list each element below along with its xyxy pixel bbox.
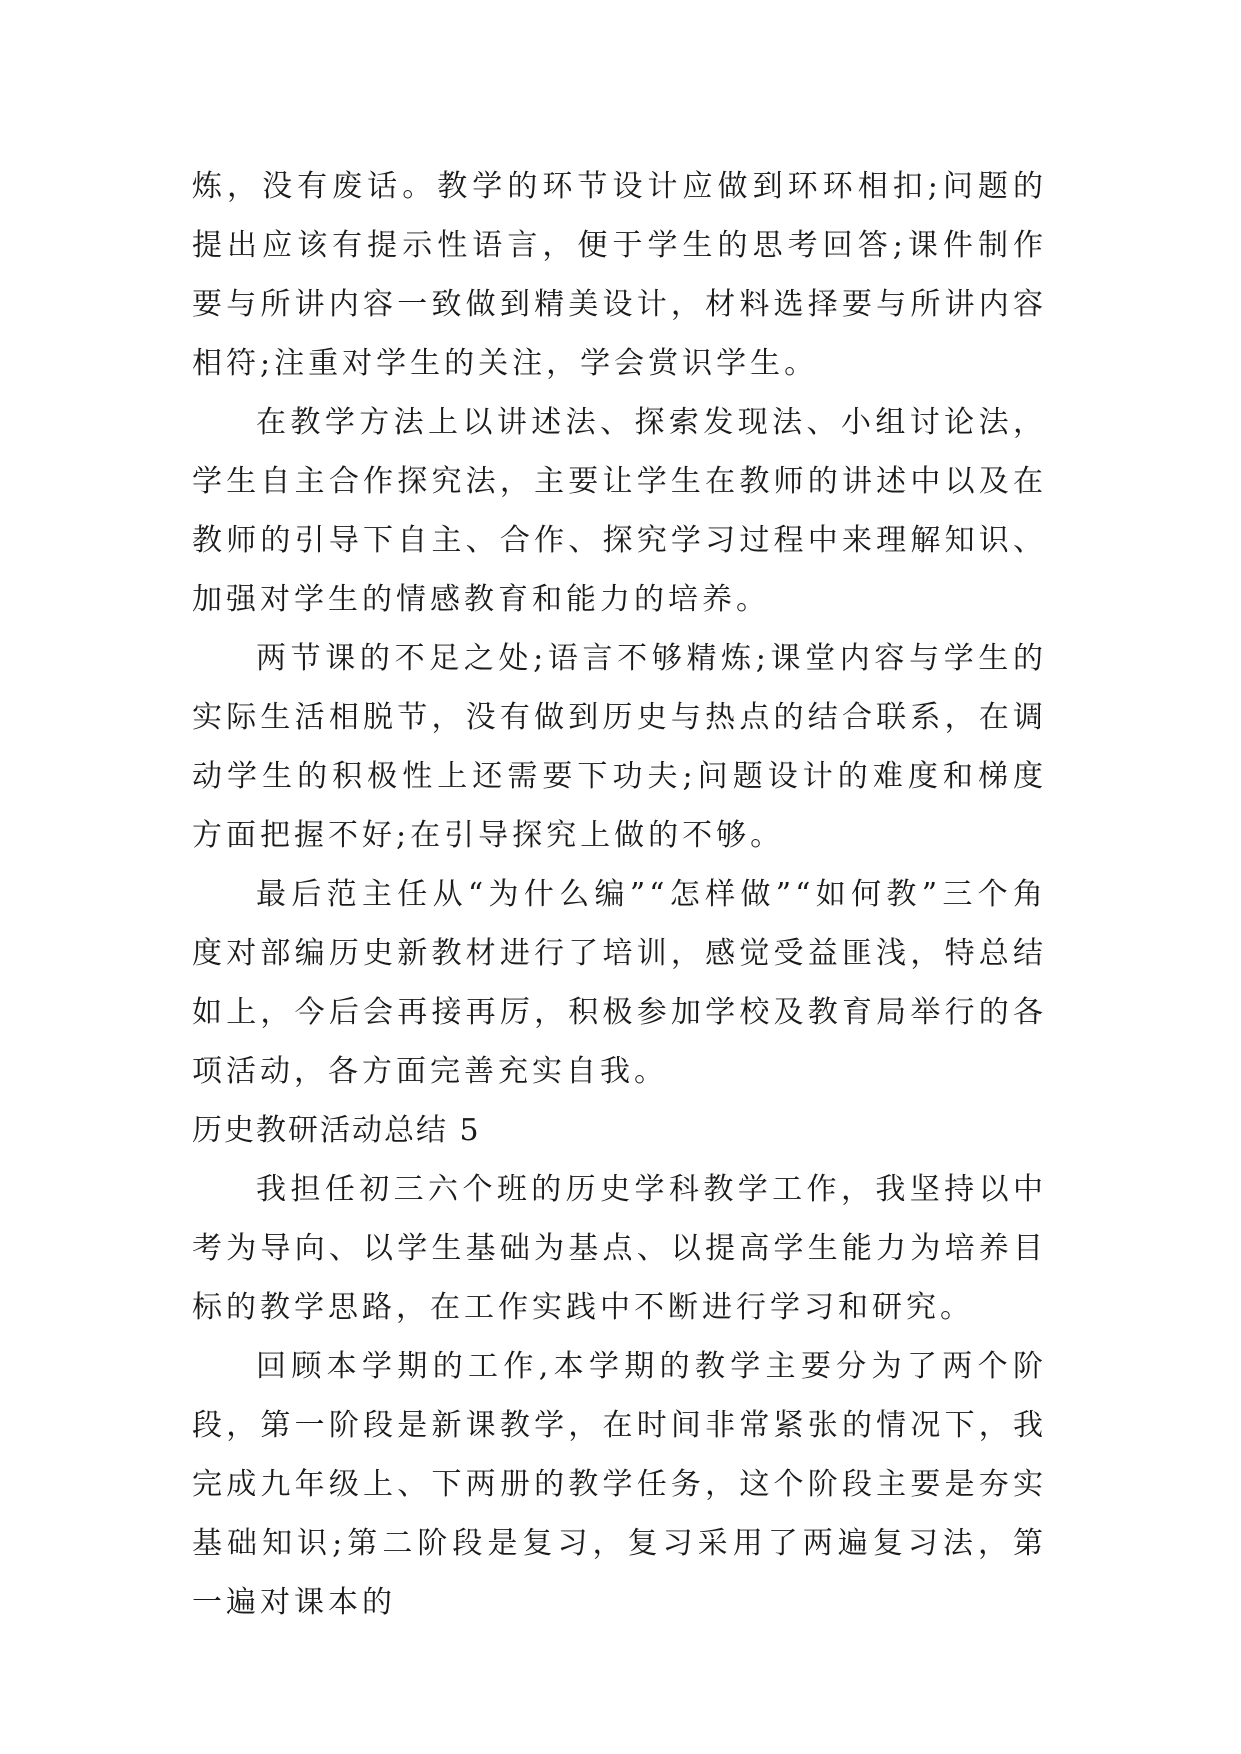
section-heading: 历史教研活动总结 5 [192,1113,481,1148]
paragraph-1: 炼，没有废话。教学的环节设计应做到环环相扣;问题的提出应该有提示性语言，便于学生的思考回答;课件制作要与所讲内容一致做到精美设计，材料选择要与所讲内容相符;注重对学生的关注，学会赏识学生。 [192,169,1047,381]
paragraph-3: 两节课的不足之处;语言不够精炼;课堂内容与学生的实际生活相脱节，没有做到历史与热点的结合联系，在调动学生的积极性上还需要下功夫;问题设计的难度和梯度方面把握不好;在引导探究上做的不够。 [192,641,1047,853]
paragraph-5: 我担任初三六个班的历史学科教学工作，我坚持以中考为导向、以学生基础为基点、以提高学生能力为培养目标的教学思路，在工作实践中不断进行学习和研究。 [192,1172,1047,1325]
paragraph-2: 在教学方法上以讲述法、探索发现法、小组讨论法，学生自主合作探究法，主要让学生在教师的讲述中以及在教师的引导下自主、合作、探究学习过程中来理解知识、加强对学生的情感教育和能力的培养。 [192,405,1047,617]
paragraph-4: 最后范主任从“为什么编”“怎样做”“如何教”三个角度对部编历史新教材进行了培训，感觉受益匪浅，特总结如上，今后会再接再厉，积极参加学校及教育局举行的各项活动，各方面完善充实自我。 [192,877,1047,1089]
paragraph-6: 回顾本学期的工作,本学期的教学主要分为了两个阶段，第一阶段是新课教学，在时间非常紧张的情况下，我完成九年级上、下两册的教学任务，这个阶段主要是夯实基础知识;第二阶段是复习，复习采用了两遍复习法，第一遍对课本的 [192,1349,1047,1620]
